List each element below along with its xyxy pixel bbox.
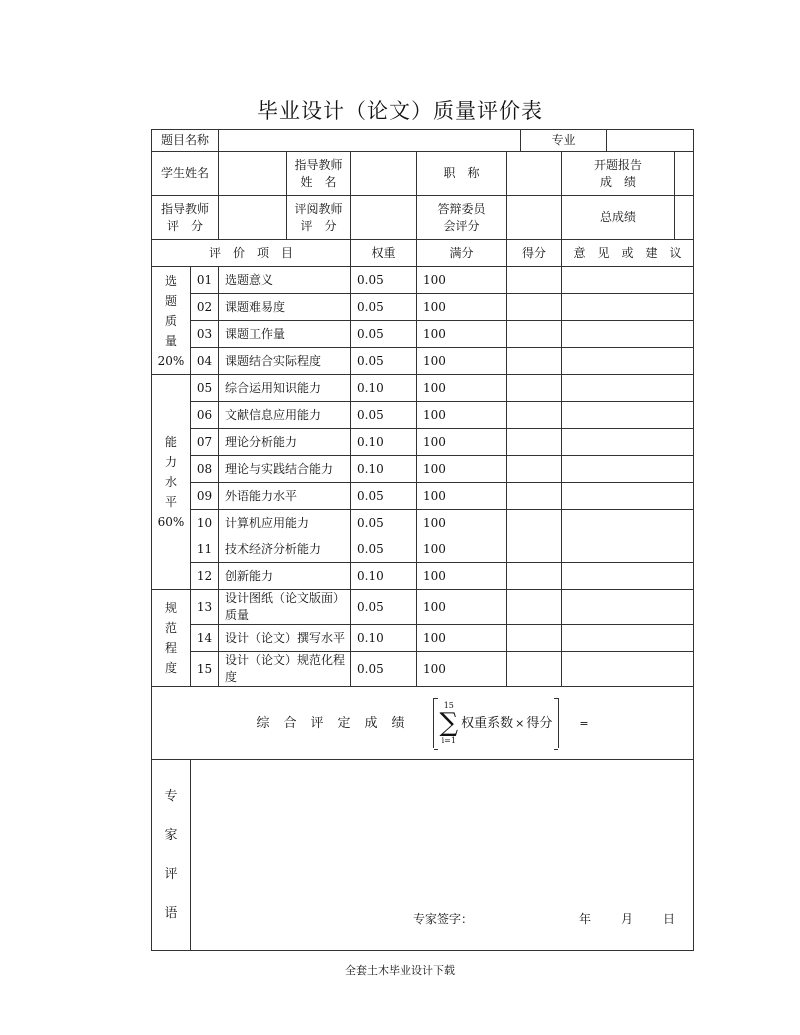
item-no: 04 [191, 348, 219, 375]
item-weight: 0.05 [351, 590, 417, 625]
summation [440, 701, 459, 745]
student-name-field[interactable] [219, 152, 287, 196]
title-field[interactable] [507, 152, 562, 196]
item-score-field[interactable] [507, 402, 562, 429]
item-weight: 0.10 [351, 375, 417, 402]
group-standardization [152, 590, 191, 687]
item-comment-field[interactable] [562, 536, 694, 563]
proposal-score-field[interactable] [675, 152, 694, 196]
item-comment-field[interactable] [562, 563, 694, 590]
item-score-field[interactable] [507, 429, 562, 456]
times-symbol: × [515, 716, 525, 730]
item-weight: 0.10 [351, 563, 417, 590]
advisor-name-label [287, 152, 351, 196]
item-comment-field[interactable] [562, 429, 694, 456]
item-full: 100 [417, 536, 507, 563]
item-score-field[interactable] [507, 536, 562, 563]
item-weight: 0.05 [351, 402, 417, 429]
item-weight: 0.10 [351, 429, 417, 456]
item-score-field[interactable] [507, 375, 562, 402]
advisor-name-label-line1: 指导教师 [294, 157, 343, 172]
item-name: 文献信息应用能力 [219, 402, 351, 429]
item-score-field[interactable] [507, 590, 562, 625]
proposal-score-label [562, 152, 675, 196]
item-name: 理论分析能力 [219, 429, 351, 456]
item-score-field[interactable] [507, 483, 562, 510]
item-full: 100 [417, 375, 507, 402]
item-comment-field[interactable] [562, 375, 694, 402]
expert-label-char: 专 [164, 789, 178, 804]
item-comment-field[interactable] [562, 402, 694, 429]
item-weight: 0.05 [351, 321, 417, 348]
group-ability-level [152, 375, 191, 590]
proposal-label-line1: 开题报告 [594, 157, 643, 172]
advisor-score-label-line1: 指导教师 [161, 201, 210, 216]
item-no: 10 [191, 510, 219, 537]
item-score-field[interactable] [507, 563, 562, 590]
item-full: 100 [417, 590, 507, 625]
composite-score-cell [152, 687, 694, 760]
group2-char: 水 [164, 475, 177, 489]
item-name: 计算机应用能力 [219, 510, 351, 537]
advisor-score-label [152, 196, 219, 240]
item-no: 12 [191, 563, 219, 590]
formula-bracket [433, 698, 560, 748]
expert-signature-label: 专家签字： [413, 912, 474, 926]
item-no: 01 [191, 267, 219, 294]
group1-char: 质 [164, 313, 177, 328]
item-full: 100 [417, 625, 507, 652]
item-comment-field[interactable] [562, 321, 694, 348]
item-weight: 0.10 [351, 456, 417, 483]
advisor-score-field[interactable] [219, 196, 287, 240]
committee-label-line2: 会评分 [443, 218, 480, 233]
item-name: 课题难易度 [219, 294, 351, 321]
item-no: 14 [191, 625, 219, 652]
page-footer: 全套土木毕业设计下载 [345, 964, 455, 977]
formula-weight-text: 权重系数 [461, 715, 514, 731]
item-name: 理论与实践结合能力 [219, 456, 351, 483]
item-weight: 0.05 [351, 510, 417, 537]
item-name: 设计（论文）规范化程度 [219, 652, 351, 687]
item-name: 设计（论文）撰写水平 [219, 625, 351, 652]
item-full: 100 [417, 483, 507, 510]
expert-label-char: 家 [164, 828, 178, 843]
expert-comment-field[interactable] [191, 760, 694, 951]
sum-upper: 15 [443, 701, 454, 710]
item-name: 创新能力 [219, 563, 351, 590]
item-full: 100 [417, 563, 507, 590]
title-label: 职 称 [417, 152, 507, 196]
sigma-icon: ∑ [439, 708, 459, 738]
student-name-label: 学生姓名 [152, 152, 219, 196]
group1-char: 选 [164, 273, 177, 288]
item-weight: 0.05 [351, 267, 417, 294]
group1-char: 题 [164, 293, 177, 308]
item-no: 13 [191, 590, 219, 625]
item-score-field[interactable] [507, 348, 562, 375]
group2-char: 平 [164, 495, 177, 509]
page-title: 毕业设计（论文）质量评价表 [257, 99, 543, 123]
topic-name-label: 题目名称 [152, 130, 219, 152]
expert-label-char: 语 [164, 906, 178, 921]
item-no: 07 [191, 429, 219, 456]
expert-comment-label [152, 760, 191, 951]
reviewer-score-field[interactable] [351, 196, 417, 240]
item-no: 11 [191, 536, 219, 563]
item-score-field[interactable] [507, 267, 562, 294]
item-score-field[interactable] [507, 294, 562, 321]
item-comment-field[interactable] [562, 510, 694, 537]
column-header-comment: 意 见 或 建 议 [562, 240, 694, 267]
column-header-item: 评 价 项 目 [152, 240, 351, 267]
item-no: 03 [191, 321, 219, 348]
group1-percent: 20% [157, 353, 185, 368]
advisor-score-label-line2: 评 分 [167, 218, 204, 233]
item-weight: 0.05 [351, 348, 417, 375]
item-comment-field[interactable] [562, 625, 694, 652]
item-score-field[interactable] [507, 510, 562, 537]
item-full: 100 [417, 321, 507, 348]
item-name: 选题意义 [219, 267, 351, 294]
composite-label: 综合评定成绩 [256, 715, 419, 731]
item-score-field[interactable] [507, 652, 562, 687]
topic-name-field[interactable] [219, 130, 521, 152]
item-no: 06 [191, 402, 219, 429]
group2-percent: 60% [157, 515, 185, 529]
item-comment-field[interactable] [562, 590, 694, 625]
item-comment-field[interactable] [562, 483, 694, 510]
major-field[interactable] [607, 130, 694, 152]
proposal-label-line2: 成 绩 [600, 174, 637, 189]
item-no: 02 [191, 294, 219, 321]
reviewer-score-label-line1: 评阅教师 [294, 201, 343, 216]
item-no: 08 [191, 456, 219, 483]
item-no: 15 [191, 652, 219, 687]
group3-char: 范 [164, 621, 177, 635]
expert-date-label: 年 月 日 [579, 912, 678, 926]
item-comment-field[interactable] [562, 456, 694, 483]
group2-char: 力 [164, 455, 177, 469]
group1-char: 量 [164, 333, 177, 348]
item-name: 课题工作量 [219, 321, 351, 348]
item-comment-field[interactable] [562, 348, 694, 375]
item-weight: 0.10 [351, 625, 417, 652]
item-weight: 0.05 [351, 294, 417, 321]
item-full: 100 [417, 456, 507, 483]
reviewer-score-label-line2: 评 分 [300, 218, 337, 233]
committee-score-label [417, 196, 507, 240]
item-comment-field[interactable] [562, 267, 694, 294]
item-score-field[interactable] [507, 321, 562, 348]
item-name: 设计图纸（论文版面）质量 [219, 590, 351, 625]
major-label: 专业 [521, 130, 607, 152]
item-weight: 0.05 [351, 536, 417, 563]
item-name: 课题结合实际程度 [219, 348, 351, 375]
item-name: 技术经济分析能力 [219, 536, 351, 563]
advisor-name-label-line2: 姓 名 [300, 174, 337, 189]
column-header-weight: 权重 [351, 240, 417, 267]
total-score-field[interactable] [675, 196, 694, 240]
formula-score-text: 得分 [526, 715, 553, 731]
item-full: 100 [417, 267, 507, 294]
item-comment-field[interactable] [562, 294, 694, 321]
group3-char: 度 [164, 661, 177, 675]
item-weight: 0.05 [351, 483, 417, 510]
group3-char: 程 [164, 641, 177, 655]
item-weight: 0.05 [351, 652, 417, 687]
column-header-full: 满分 [417, 240, 507, 267]
sum-lower: i=1 [441, 736, 456, 745]
group3-char: 规 [164, 601, 177, 615]
item-full: 100 [417, 510, 507, 537]
composite-formula [257, 698, 589, 748]
item-name: 综合运用知识能力 [219, 375, 351, 402]
item-full: 100 [417, 402, 507, 429]
item-full: 100 [417, 294, 507, 321]
item-full: 100 [417, 348, 507, 375]
expert-label-char: 评 [164, 867, 178, 882]
equals-symbol: = [579, 716, 589, 730]
reviewer-score-label [287, 196, 351, 240]
item-score-field[interactable] [507, 456, 562, 483]
column-header-score: 得分 [507, 240, 562, 267]
item-no: 09 [191, 483, 219, 510]
committee-label-line1: 答辩委员 [437, 201, 486, 216]
group-topic-quality [152, 267, 191, 375]
item-score-field[interactable] [507, 625, 562, 652]
item-full: 100 [417, 429, 507, 456]
item-full: 100 [417, 652, 507, 687]
group2-char: 能 [164, 435, 177, 449]
evaluation-form-table [151, 129, 694, 951]
committee-score-field[interactable] [507, 196, 562, 240]
total-score-label: 总成绩 [562, 196, 675, 240]
item-no: 05 [191, 375, 219, 402]
item-name: 外语能力水平 [219, 483, 351, 510]
item-comment-field[interactable] [562, 652, 694, 687]
advisor-name-field[interactable] [351, 152, 417, 196]
